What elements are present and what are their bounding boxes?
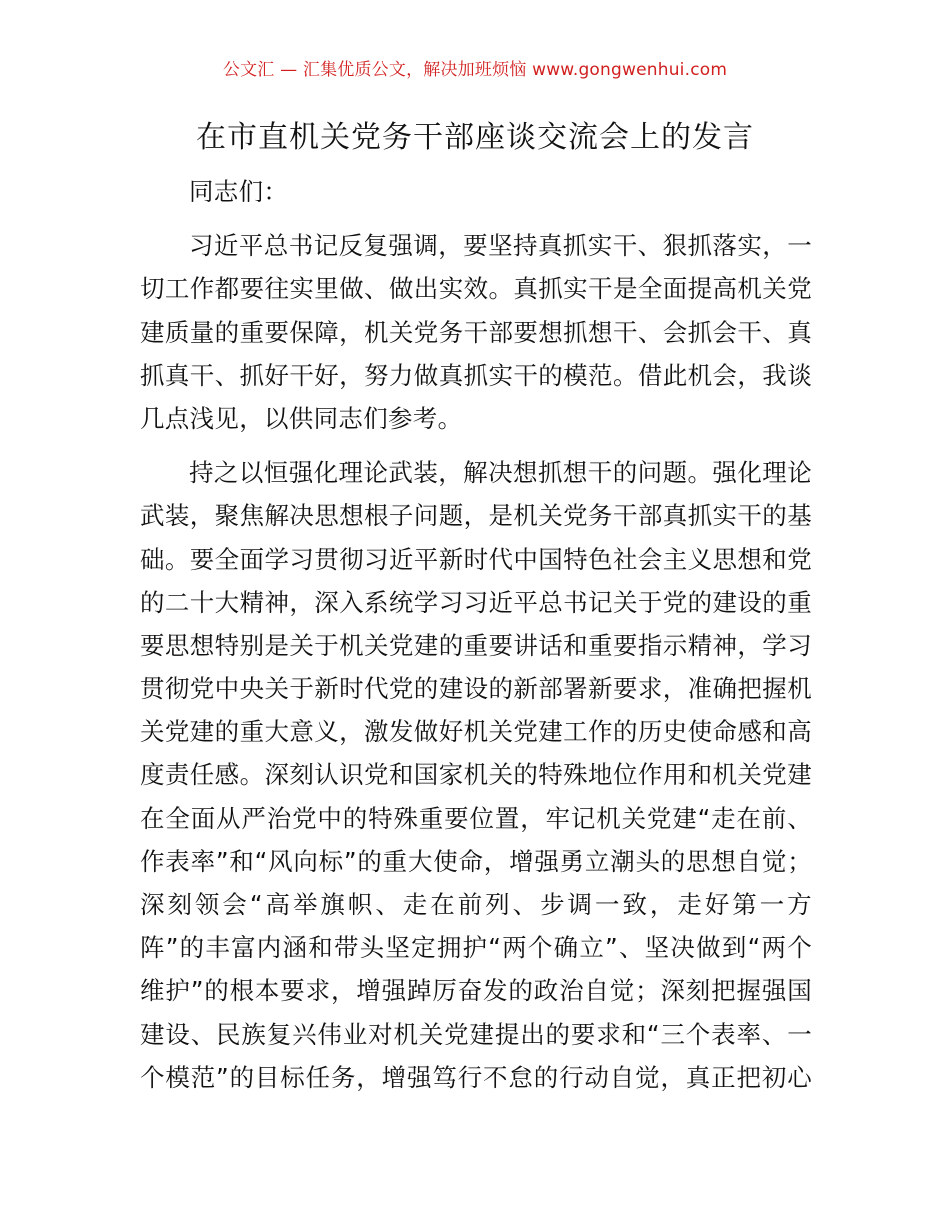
paragraph-line: 作表率”和“风向标”的重大使命，增强勇立潮头的思想自觉； <box>140 846 812 876</box>
greeting: 同志们： <box>189 177 289 206</box>
paragraph-line: 础。要全面学习贯彻习近平新时代中国特色社会主义思想和党 <box>140 544 812 574</box>
paragraph-line: 建质量的重要保障，机关党务干部要想抓想干、会抓会干、真 <box>140 317 812 347</box>
document-body <box>140 170 812 1099</box>
paragraph-line: 持之以恒强化理论武装，解决想抓想干的问题。强化理论 <box>189 458 812 488</box>
paragraph-line: 抓真干、抓好干好，努力做真抓实干的模范。借此机会，我谈 <box>140 360 812 390</box>
paragraph-line: 个模范”的目标任务，增强笃行不怠的行动自觉，真正把初心 <box>140 1062 812 1092</box>
paragraph-1 <box>140 224 812 440</box>
paragraph-line: 习近平总书记反复强调，要坚持真抓实干、狠抓落实，一 <box>189 231 812 261</box>
paragraph-line: 几点浅见，以供同志们参考。 <box>140 403 463 433</box>
paragraph-line: 切工作都要往实里做、做出实效。真抓实干是全面提高机关党 <box>140 274 812 304</box>
paragraph-line: 要思想特别是关于机关党建的重要讲话和重要指示精神，学习 <box>140 630 812 660</box>
paragraph-line: 武装，聚焦解决思想根子问题，是机关党务干部真抓实干的基 <box>140 501 812 531</box>
paragraph-line: 建设、民族复兴伟业对机关党建提出的要求和“三个表率、一 <box>140 1019 812 1049</box>
paragraph-line: 阵”的丰富内涵和带头坚定拥护“两个确立”、坚决做到“两个 <box>140 933 812 963</box>
paragraph-line: 关党建的重大意义，激发做好机关党建工作的历史使命感和高 <box>140 717 812 747</box>
paragraph-line: 的二十大精神，深入系统学习习近平总书记关于党的建设的重 <box>140 587 812 617</box>
paragraph-line: 维护”的根本要求，增强踔厉奋发的政治自觉；深刻把握强国 <box>140 976 812 1006</box>
paragraph-line: 深刻领会“高举旗帜、走在前列、步调一致，走好第一方 <box>140 890 812 919</box>
header-banner: 公文汇 — 汇集优质公文，解决加班烦恼 www.gongwenhui.com <box>222 60 728 80</box>
document-title: 在市直机关党务干部座谈交流会上的发言 <box>196 120 754 155</box>
paragraph-line: 在全面从严治党中的特殊重要位置，牢记机关党建“走在前、 <box>140 803 812 833</box>
paragraph-line: 贯彻党中央关于新时代党的建设的新部署新要求，准确把握机 <box>140 674 812 704</box>
paragraph-2 <box>140 451 812 1099</box>
paragraph-line: 度责任感。深刻认识党和国家机关的特殊地位作用和机关党建 <box>140 760 812 790</box>
